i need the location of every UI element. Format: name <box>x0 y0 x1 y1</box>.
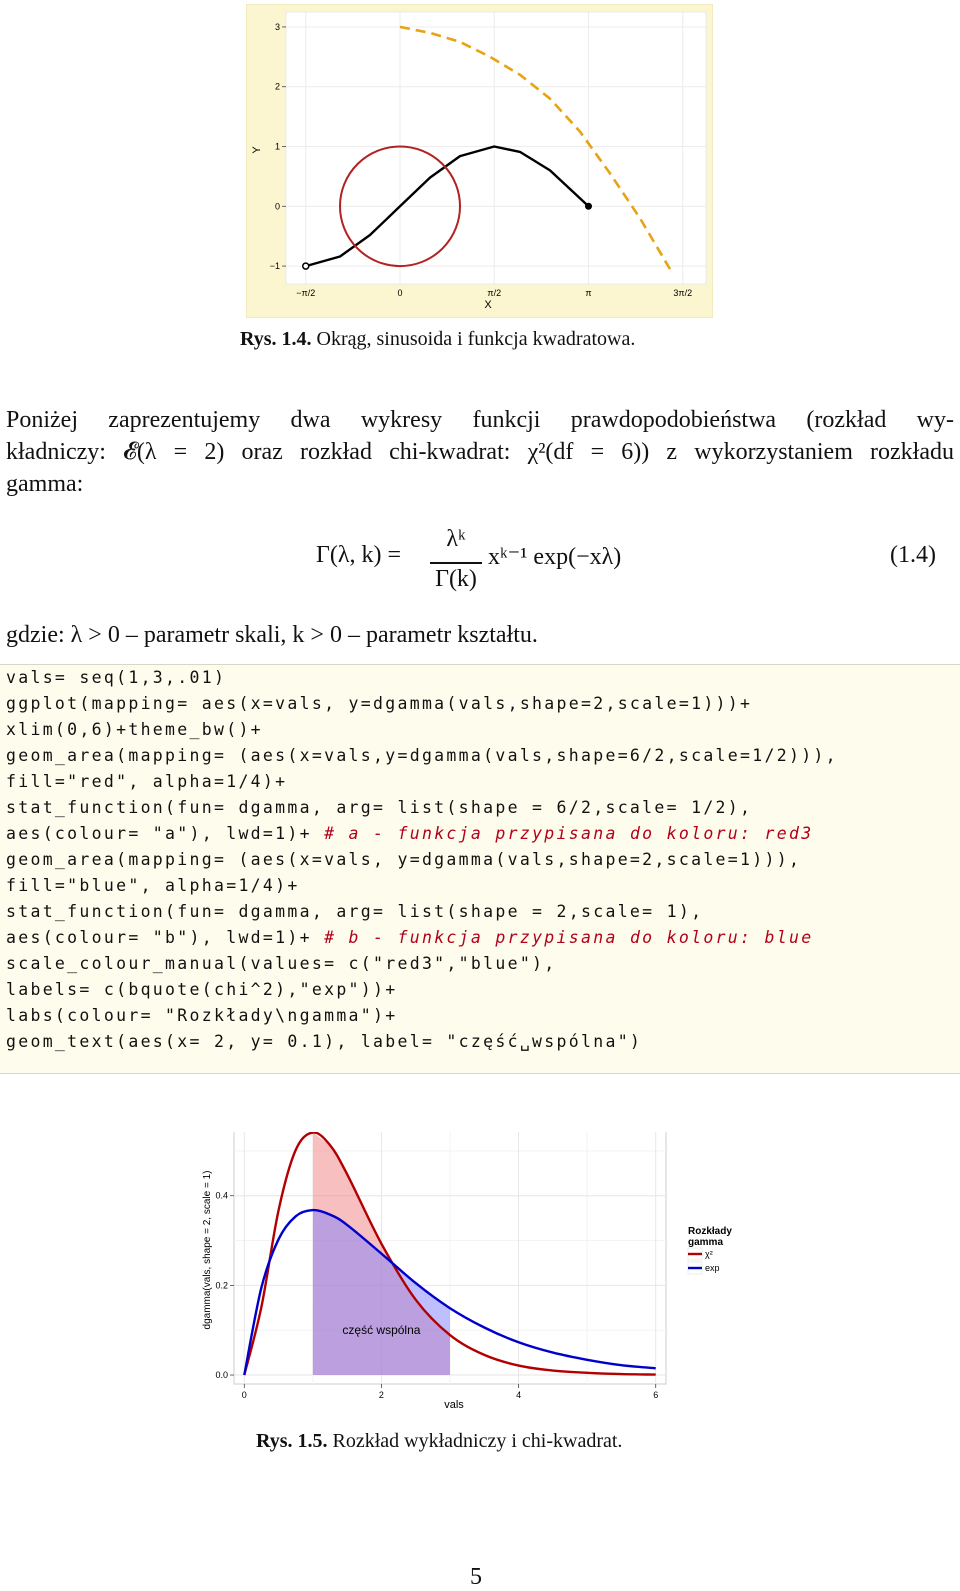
figure-1-caption-text: Okrąg, sinusoida i funkcja kwadratowa. <box>316 328 636 350</box>
code-block <box>0 664 960 1074</box>
code-line: stat_function(fun= dgamma, arg= list(shape = 2,scale= 1), <box>6 902 704 921</box>
figure-2-caption-text: Rozkład wykładniczy i chi-kwadrat. <box>332 1430 623 1452</box>
code-line: geom_area(mapping= (aes(x=vals, y=dgamma(vals,shape=2,scale=1))), <box>6 850 802 869</box>
code-listing <box>6 665 838 1055</box>
figure-2-chart <box>200 1132 760 1430</box>
figure-2-ylabel: dgamma(vals, shape = 2, scale = 1) <box>202 1170 213 1330</box>
y-tick-label: 0.0 <box>215 1370 228 1381</box>
figure-1-xlabel: X <box>484 299 492 311</box>
open-point-marker <box>303 263 309 269</box>
figure-1-caption-label: Rys. 1.4. <box>240 328 312 350</box>
code-line: fill="blue", alpha=1/4)+ <box>6 876 300 895</box>
code-line: fill="red", alpha=1/4)+ <box>6 772 288 791</box>
code-line: stat_function(fun= dgamma, arg= list(shape = 6/2,scale= 1/2), <box>6 798 753 817</box>
x-tick-label: 3π/2 <box>673 288 693 298</box>
x-tick-label: π <box>585 288 592 298</box>
x-tick-label: 4 <box>516 1390 522 1400</box>
code-line: aes(colour= "b"), lwd=1)+ <box>6 928 325 947</box>
figure-1-chart <box>246 4 713 318</box>
gamma-formula <box>316 522 956 602</box>
legend-label-χ²: χ² <box>705 1249 713 1259</box>
figure-2-caption-label: Rys. 1.5. <box>256 1430 328 1452</box>
y-tick-label: 0 <box>274 201 280 212</box>
x-tick-label: 0 <box>397 288 403 298</box>
parameter-description: gdzie: λ > 0 – parametr skali, k > 0 – parametr kształtu. <box>6 622 538 648</box>
legend-label-exp: exp <box>705 1263 720 1273</box>
x-tick-label: 6 <box>653 1390 659 1400</box>
code-line: labs(colour= "Rozkłady\ngamma")+ <box>6 1006 398 1025</box>
paragraph-line-3: gamma: <box>6 471 84 497</box>
formula-lhs: Γ(λ, k) = <box>316 542 402 568</box>
x-tick-label: 0 <box>241 1390 247 1400</box>
code-line: ggplot(mapping= aes(x=vals, y=dgamma(vals,shape=2,scale=1)))+ <box>6 694 753 713</box>
legend-title <box>688 1226 735 1248</box>
x-tick-label: −π/2 <box>296 288 316 298</box>
formula-fraction-bar <box>430 562 482 564</box>
page-number: 5 <box>470 1564 482 1590</box>
y-tick-label: 0.4 <box>215 1190 228 1201</box>
formula-number: (1.4) <box>890 542 936 568</box>
filled-point-marker <box>585 203 592 210</box>
code-line: scale_colour_manual(values= c("red3","blue"), <box>6 954 557 973</box>
figure-2-caption <box>256 1430 622 1453</box>
paragraph-line-2: kładniczy: 𝓔(λ = 2) oraz rozkład chi-kwadrat: χ²(df = 6)) z wykorzystaniem rozkładu <box>6 439 954 465</box>
code-line: vals= seq(1,3,.01) <box>6 668 227 687</box>
legend-title-line-2: gamma <box>688 1237 724 1248</box>
y-tick-label: 3 <box>274 21 280 32</box>
y-tick-label: −1 <box>269 261 280 272</box>
code-line: aes(colour= "a"), lwd=1)+ <box>6 824 325 843</box>
figure-2-xlabel: vals <box>444 1399 464 1411</box>
x-tick-label: 2 <box>378 1390 384 1400</box>
figure-2-annotation: część wspólna <box>342 1323 421 1338</box>
formula-numerator: λᵏ <box>446 526 466 552</box>
code-line: geom_text(aes(x= 2, y= 0.1), label= "część␣wspólna") <box>6 1032 643 1051</box>
figure-2-legend <box>688 1226 735 1274</box>
x-tick-label: π/2 <box>487 288 502 298</box>
paragraph-line-1: Poniżej zaprezentujemy dwa wykresy funkcji prawdopodobieństwa (rozkład wy- <box>6 407 954 433</box>
figure-1-caption <box>240 328 635 351</box>
code-line: xlim(0,6)+theme_bw()+ <box>6 720 263 739</box>
y-tick-label: 0.2 <box>215 1280 228 1291</box>
y-tick-label: 1 <box>274 141 280 152</box>
code-line: labels= c(bquote(chi^2),"exp"))+ <box>6 980 398 999</box>
figure-1-ylabel: Y <box>251 146 263 154</box>
code-comment: # a - funkcja przypisana do koloru: red3 <box>324 824 814 843</box>
code-line: geom_area(mapping= (aes(x=vals,y=dgamma(vals,shape=6/2,scale=1/2))), <box>6 746 838 765</box>
y-tick-label: 2 <box>274 81 280 92</box>
formula-rhs: xᵏ⁻¹ exp(−xλ) <box>488 544 622 570</box>
formula-denominator: Γ(k) <box>435 566 477 592</box>
code-comment: # b - funkcja przypisana do koloru: blue <box>324 928 814 947</box>
legend-title-line-1: Rozkłady <box>688 1226 732 1237</box>
body-paragraph <box>6 404 954 500</box>
